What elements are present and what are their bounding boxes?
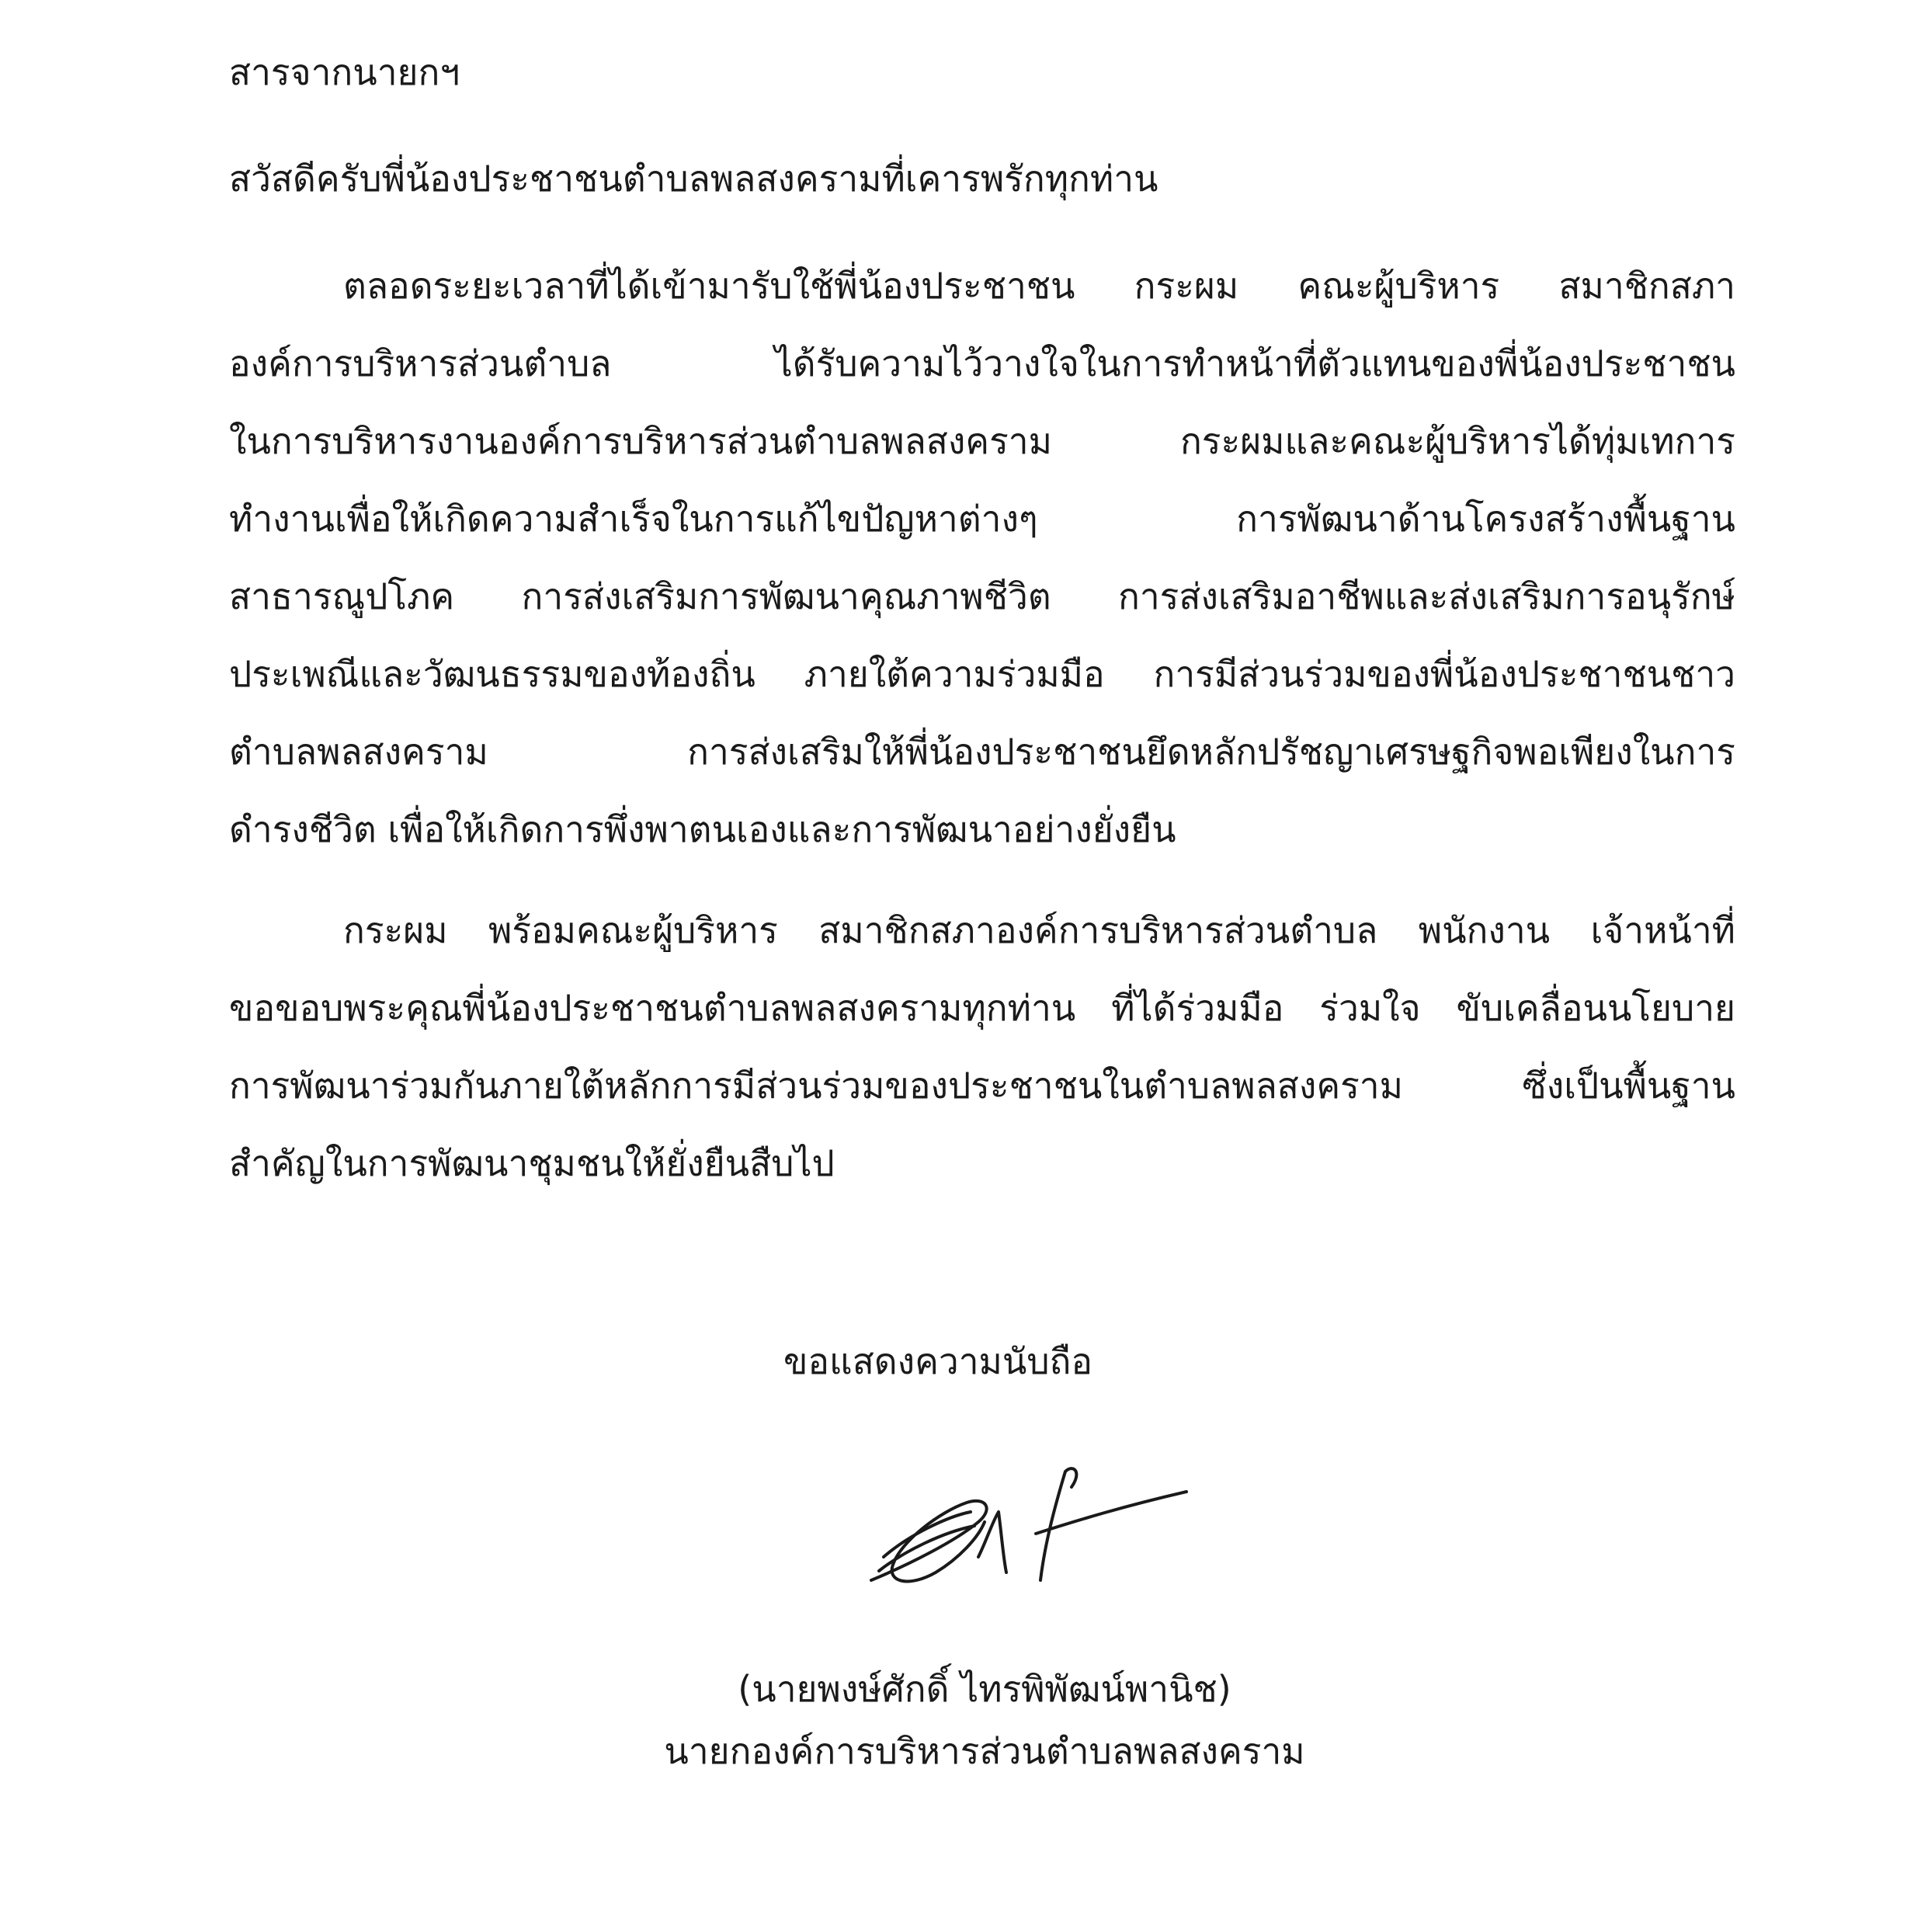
paragraph-1-line-8: ดำรงชีวิต เพื่อให้เกิดการพึ่งพาตนเองและการพัฒนาอย่างยั่งยืน [229,808,1176,850]
paragraph-1-line-3: ในการบริหารงานองค์การบริหารส่วนตำบลพลสงคราม กระผมและคณะผู้บริหารได้ทุ่มเทการ [229,420,1735,462]
paragraph-2-line-1: กระผม พร้อมคณะผู้บริหาร สมาชิกสภาองค์การบริหารส่วนตำบล พนักงาน เจ้าหน้าที่ [343,909,1735,951]
paragraph-1-line-7: ตำบลพลสงคราม การส่งเสริมให้พี่น้องประชาชนยึดหลักปรัชญาเศรษฐกิจพอเพียงในการ [229,731,1735,773]
letter-closing [0,1334,1907,1388]
paragraph-2-line-4: สำคัญในการพัฒนาชุมชนให้ยั่งยืนสืบไป [229,1142,835,1184]
signer-name: (นายพงษ์ศักดิ์ ไทรพิพัฒน์พานิช) [738,1668,1231,1710]
paragraph-1-line-1: ตลอดระยะเวลาที่ได้เข้ามารับใช้พี่น้องประชาชน กระผม คณะผู้บริหาร สมาชิกสภา [343,265,1735,307]
paragraph-1-line-4: ทำงานเพื่อให้เกิดความสำเร็จในการแก้ไขปัญหาต่างๆ การพัฒนาด้านโครงสร้างพื้นฐาน [229,498,1735,540]
paragraph-1-line-5: สาธารณูปโภค การส่งเสริมการพัฒนาคุณภาพชีวิต การส่งเสริมอาชีพและส่งเสริมการอนุรักษ์ [229,575,1735,617]
paragraph-1-line-6: ประเพณีและวัฒนธรรมของท้องถิ่น ภายใต้ความร่วมมือ การมีส่วนร่วมของพี่น้องประชาชนชาว [229,653,1735,695]
signer-title: นายกองค์การบริหารส่วนตำบลพลสงคราม [664,1730,1305,1772]
paragraph-1-line-2: องค์การบริหารส่วนตำบล ได้รับความไว้วางใจในการทำหน้าที่ตัวแทนของพี่น้องประชาชน [229,342,1735,384]
closing-text: ขอแสดงความนับถือ [783,1340,1092,1382]
letter-heading: สารจากนายกฯ [229,51,460,93]
paragraph-2-line-3: การพัฒนาร่วมกันภายใต้หลักการมีส่วนร่วมของประชาชนในตำบลพลสงคราม ซึ่งเป็นพื้นฐาน [229,1065,1735,1107]
letter-salutation: สวัสดีครับพี่น้องประชาชนตำบลพลสงครามที่เคารพรักทุกท่าน [229,158,1158,200]
signer-title-line [0,1724,1907,1778]
paragraph-2-line-2: ขอขอบพระคุณพี่น้องประชาชนตำบลพลสงครามทุกท่าน ที่ได้ร่วมมือ ร่วมใจ ขับเคลื่อนนโยบาย [229,987,1735,1029]
signature-icon [862,1448,1196,1596]
signer-name-line [0,1662,1907,1716]
